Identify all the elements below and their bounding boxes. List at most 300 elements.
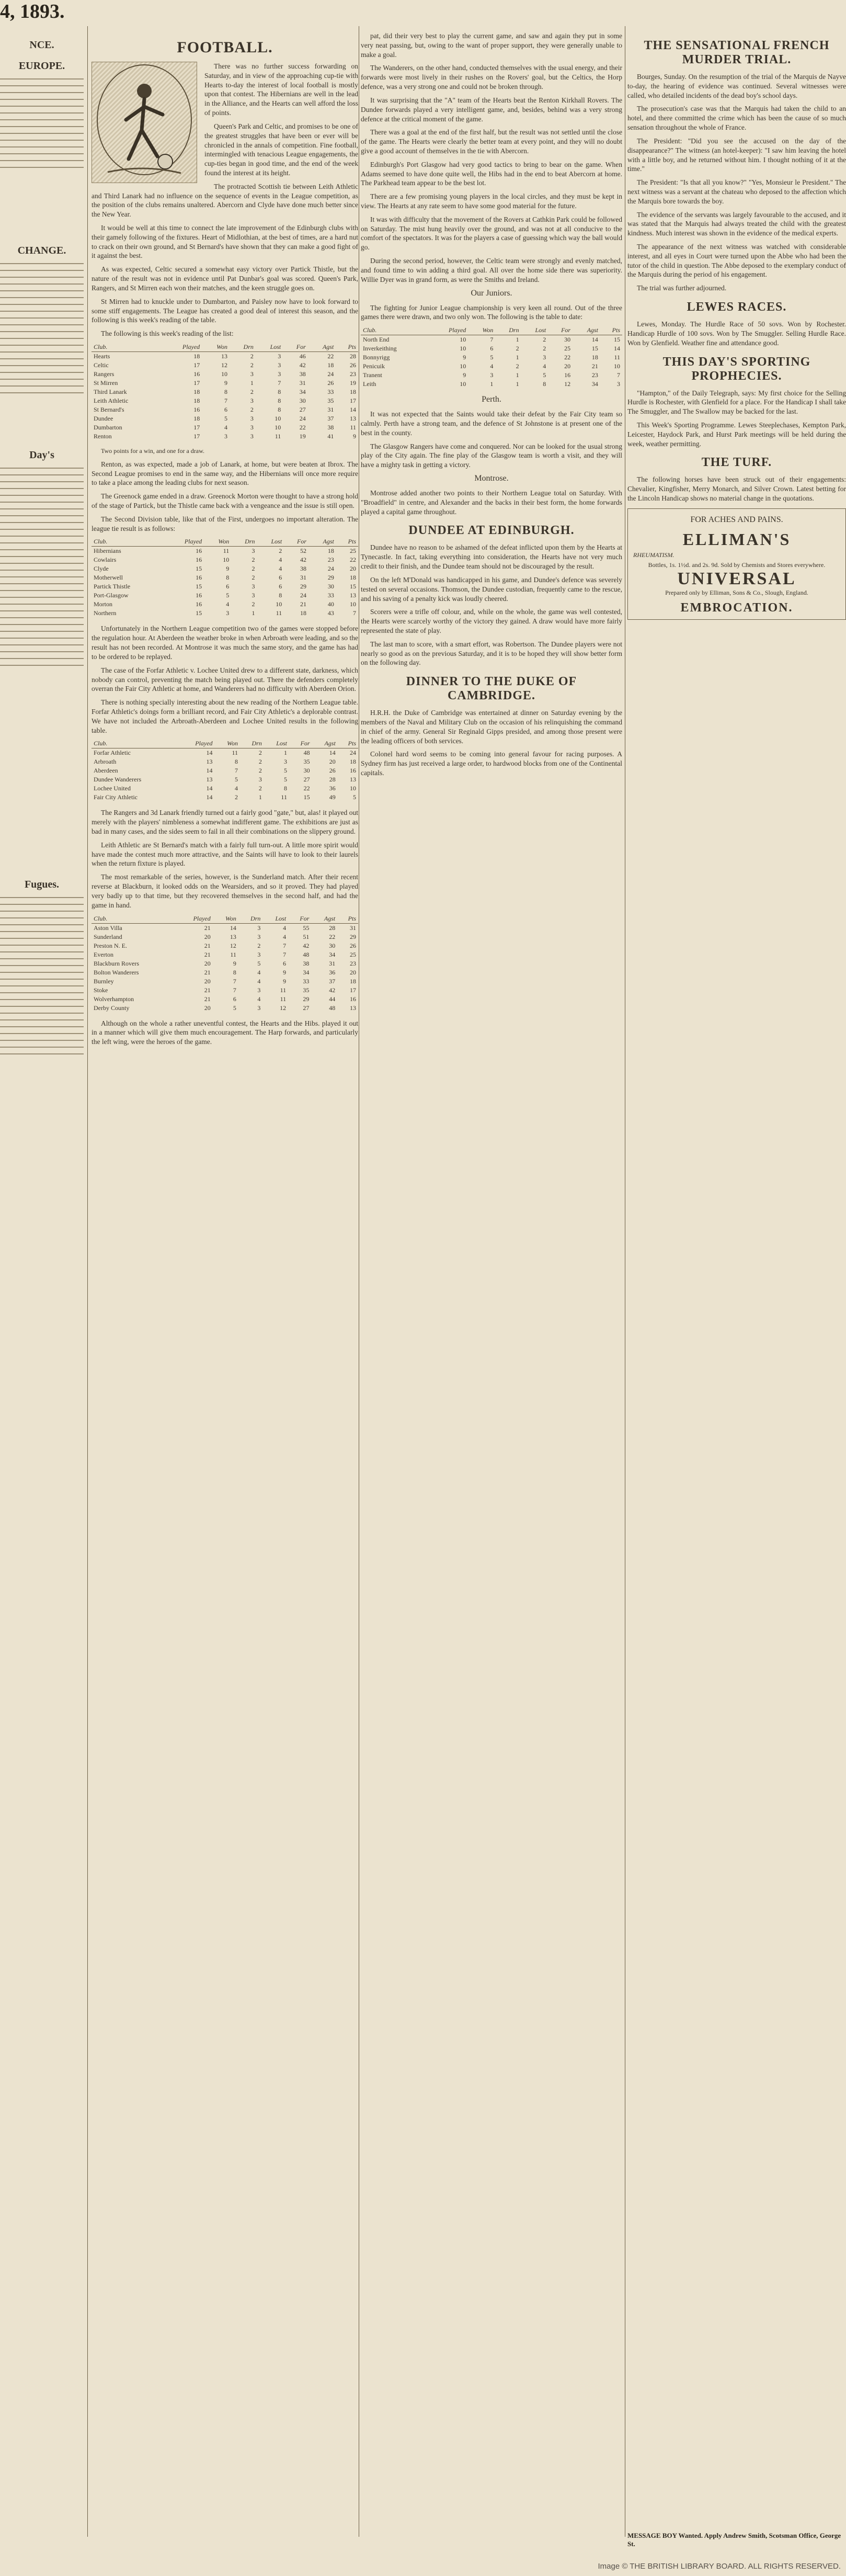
table-cell: 12 [280,1004,287,1012]
table-cell: 10 [276,600,282,608]
table-cell: 4 [283,924,287,932]
table-cell: 1 [490,380,494,388]
table-cell: 13 [206,758,213,766]
table-row [92,977,358,986]
table-cell: 49 [329,793,336,801]
table-cell: 18 [327,361,334,369]
football-paragraph: The protracted Scottish tie between Leith Athletic and Third Lanark had no influence on the sequence of events in the League competition, as the position of the clubs remains unaltered. Abercorn and Clyde have done much better since the New Year. [92,182,358,219]
table-cell: 6 [490,345,494,353]
table-cell: 16 [196,574,202,582]
table-row [92,793,358,802]
football-paragraph: Queen's Park and Celtic, and promises to be one of the greatest struggles that have been or ever will be chronicled in the annals of competition. Fine football, intermingled with tenacious League engagements, the cup-ties began in good time, and the end of the week found the interest at its height. [204,122,358,177]
table-cell: 8 [235,758,238,766]
table-cell: 21 [591,362,598,370]
table-cell: 31 [327,405,334,413]
table-cell: 18 [350,388,356,395]
table-cell: 20 [329,758,336,766]
football-paragraph: Although on the whole a rather uneventful contest, the Hearts and the Hibs. played it out in a manner which will give them much encouragement. The Harp forwards, and particularly the left wing, were the heroes of the game. [92,1019,358,1046]
table-cell: 7 [235,767,238,775]
league-table-first [92,343,358,441]
table-cell: 28 [329,924,336,932]
table-cell: 11 [232,749,238,757]
table-cell: 20 [204,1004,211,1012]
message-boy-notice: MESSAGE BOY Wanted. Apply Andrew Smith, Scotsman Office, George St. [627,2532,841,2548]
table-cell: 13 [350,1004,356,1012]
table-row [92,547,358,556]
table-cell: 8 [278,396,281,404]
turf-heading: THE TURF. [701,456,772,470]
murder-trial-heading: THE SENSATIONAL FRENCH MURDER TRIAL. [644,39,830,66]
table-header-cell: Played [163,343,202,352]
table-cell: Northern [94,609,117,617]
article-paragraph: On the left M'Donald was handicapped in his game, and Dundee's defence was severely tested on several occasions. Thomson, the Dundee custodian, frequently came to the rescue, and his saving of a penalty kick was loudly cheered. [361,575,622,603]
table-cell: 38 [299,370,306,378]
table-header-cell: For [548,326,573,335]
table-cell: 3 [543,354,546,361]
table-cell: 8 [226,574,230,582]
table-cell: 24 [327,565,334,573]
football-paragraph: Leith Athletic are St Bernard's match with a fairly full turn-out. A little more spirit would have made the contest much more attractive, and the Saints will have to look to their laurels when the return fixture is played. [92,841,358,868]
table-header-cell: Pts [336,537,358,547]
table-cell: 21 [204,950,211,958]
table-cell: 34 [299,388,306,395]
table-header-cell: Drn [230,343,256,352]
table-cell: 10 [460,362,466,370]
table-cell: 18 [327,547,334,555]
table-cell: 21 [204,924,211,932]
table-cell: Forfar Athletic [94,749,131,757]
table-cell: 7 [490,336,494,344]
table-cell: 9 [463,371,466,379]
table-cell: 25 [350,547,356,555]
table-header-cell: Lost [264,739,289,748]
table-cell: Dumbarton [94,423,122,431]
left-margin-column [0,31,84,2542]
table-header-cell: Drn [495,326,521,335]
masthead-date: 4, 1893. [0,1,65,22]
article-paragraph: Colonel hard word seems to be coming into general favour for racing purposes. A Sydney firm has just received a large order, to hardwood blocks from one of the Continental capitals. [361,750,622,777]
table-cell: 22 [303,785,310,792]
table-cell: 3 [257,950,261,958]
table-row [92,995,358,1004]
table-cell: 28 [329,776,336,784]
table-cell: 2 [235,793,238,801]
table-header-cell: Won [215,739,240,748]
table-cell: 20 [204,933,211,940]
table-cell: 19 [299,432,306,440]
table-cell: 2 [250,405,254,413]
table-cell: 31 [300,574,307,582]
table-cell: 2 [257,941,261,949]
football-paragraph: Unfortunately in the Northern League competition two of the games were stopped before the regulation hour. At Aberdeen the weather broke in when Arbroath were leading, and so the result has not been recorded. At Montrose it was much the same story, and the game has had to be ordered to be replayed. [92,625,358,661]
table-cell: Tranent [363,371,382,379]
table-cell: 1 [516,371,519,379]
table-cell: 10 [275,414,281,422]
table-cell: Fair City Athletic [94,793,138,801]
table-cell: 44 [329,995,336,1003]
table-cell: 8 [278,405,281,413]
league-table-english [92,914,358,1013]
table-cell: 24 [350,749,356,757]
table-cell: 11 [280,986,287,994]
table-cell: Partick Thistle [94,583,131,591]
table-cell: 15 [196,583,202,591]
table-cell: 48 [303,749,310,757]
table-header-cell: Club. [92,343,163,352]
ad-heading: FOR ACHES AND PAINS. [690,515,783,524]
table-cell: 18 [193,388,200,395]
table-cell: 10 [350,600,356,608]
elliman-advertisement [627,508,846,620]
table-cell: 29 [327,574,334,582]
table-cell: 1 [283,749,287,757]
table-cell: 2 [250,352,254,360]
table-cell: 3 [278,370,281,378]
table-cell: 10 [350,785,356,792]
table-cell: Burnley [94,977,114,985]
table-cell: 15 [196,609,202,617]
table-cell: Leith Athletic [94,396,129,404]
ad-embrocation: EMBROCATION. [680,600,793,615]
table-cell: 20 [564,362,571,370]
table-cell: Arbroath [94,758,117,766]
table-cell: 18 [193,396,200,404]
table-cell: Bonnyrigg [363,354,390,361]
table-cell: 52 [300,547,307,555]
table-cell: 3 [258,776,262,784]
table-cell: 8 [279,592,282,599]
table-header-cell: Won [202,343,230,352]
table-cell: 6 [233,995,236,1003]
table-cell: 6 [283,959,287,967]
table-cell: 48 [329,1004,336,1012]
table-cell: 3 [278,352,281,360]
table-cell: 23 [350,370,356,378]
article-paragraph: "Hampton," of the Daily Telegraph, says: My first choice for the Selling Hurdle is Rochester, with Glenfield for a place. For the Handicap I shall take The Smuggler, and The Swallow may be backed for the last. [627,389,846,416]
table-header-cell: Lost [521,326,548,335]
article-paragraph: Dundee have no reason to be ashamed of the defeat inflicted upon them by the Hearts at Tynecastle. In fact, taking everything into consideration, the Hearts have not very much credit to their finish, and the Dundee team should not be discouraged by the result. [361,543,622,571]
table-cell: 13 [230,933,236,940]
table-cell: 8 [543,380,546,388]
table-row [92,555,358,564]
section-subheading: Our Juniors. [471,288,512,298]
table-row [92,361,358,370]
table-cell: 3 [251,547,255,555]
table-cell: 14 [206,767,213,775]
football-column [92,31,358,2542]
table-cell: 15 [303,793,310,801]
table-cell: 10 [460,336,466,344]
table-cell: Motherwell [94,574,123,582]
table-cell: 3 [490,371,494,379]
table-row [92,351,358,361]
table-header-cell: Pts [337,914,358,924]
article-paragraph: During the second period, however, the Celtic team were strongly and evenly matched, and found time to win adding a third goal. All over the home side there was superiority. Willie Dyer was in grand form, as were the Smiths and Ireland. [361,257,622,283]
table-cell: 5 [353,793,356,801]
table-cell: 31 [350,924,356,932]
table-cell: 24 [300,592,307,599]
table-cell: 7 [278,379,281,387]
table-cell: 4 [543,362,546,370]
table-cell: 2 [251,574,255,582]
table-cell: 23 [350,959,356,967]
table-cell: 16 [196,556,202,564]
league-table-northern [92,739,358,802]
table-cell: 5 [235,776,238,784]
table-cell: 4 [283,933,287,940]
table-cell: 26 [329,767,336,775]
text-lines [0,261,84,395]
table-cell: 1 [251,609,255,617]
table-cell: 12 [230,941,236,949]
table-cell: 17 [193,432,200,440]
table-cell: 16 [196,592,202,599]
table-cell: 3 [251,592,255,599]
football-paragraph: Renton, as was expected, made a job of Lanark, at home, but were beaten at Ibrox. The Second League promises to end in the same way, and the Hibernians will once more require to take a place among the leading clubs for next season. [92,460,358,487]
table-cell: 21 [204,995,211,1003]
table-cell: 35 [303,986,310,994]
table-cell: 14 [591,336,598,344]
table-row [92,573,358,582]
table-header-cell: Won [468,326,495,335]
table-cell: 24 [299,414,306,422]
table-row [361,344,622,353]
table-cell: 2 [251,565,255,573]
table-cell: Preston N. E. [94,941,127,949]
table-header-cell: Lost [256,343,283,352]
table-cell: 23 [327,556,334,564]
table-cell: 18 [350,977,356,985]
table-cell: 17 [350,396,356,404]
table-cell: 3 [250,423,254,431]
heading-europe: EUROPE. [18,60,65,72]
table-row [92,986,358,995]
table-cell: 18 [300,609,307,617]
table-cell: 16 [350,995,356,1003]
table-header-cell: Club. [92,914,176,924]
table-row [361,371,622,380]
league-table-second [92,537,358,618]
table-header-cell: Agst [312,739,338,748]
ad-brand-universal: UNIVERSAL [677,569,796,588]
table-row [92,591,358,600]
article-paragraph: Montrose added another two points to their Northern League total on Saturday. With "Broadfield" in centre, and Alexander and the backs in their best form, the home forwards played a capital game throughout. [361,489,622,516]
table-header-cell: For [288,914,311,924]
table-cell: 18 [591,354,598,361]
table-row [92,414,358,423]
footballer-illustration-icon [92,62,197,183]
table-cell: 37 [329,977,336,985]
table-cell: 16 [193,370,200,378]
article-paragraph: pat, did their very best to play the current game, and saw and again they put in some very neat passing, but, owing to the want of proper support, they were generally unable to make a goal. [361,32,622,59]
table-intro: The following is this week's reading of the list: [101,330,234,338]
table-cell: Lochee United [94,785,131,792]
table-row [92,959,358,968]
table-cell: 22 [329,933,336,940]
table-cell: 23 [591,371,598,379]
table-cell: 2 [543,336,546,344]
article-paragraph: The trial was further adjourned. [637,284,727,292]
table-cell: 4 [257,977,261,985]
table-cell: Rangers [94,370,115,378]
table-cell: Dundee Wanderers [94,776,142,784]
table-row [92,941,358,950]
table-cell: 16 [193,405,200,413]
table-cell: 3 [250,370,254,378]
article-paragraph: The President: "Did you see the accused on the day of the disappearance?" The witness (an hotel-keeper): "I saw him leaving the hotel with a little boy, and he returned without him. I thought nothing of it at the time." [627,137,846,173]
table-cell: 30 [329,941,336,949]
table-cell: 4 [235,785,238,792]
table-header-cell: Played [178,739,214,748]
article-paragraph: The Wanderers, on the other hand, conducted themselves with the usual energy, and their forwards were most lively in their rushes on the Rovers' goal, but the Celtics, the Horp defence, was a very strong one and could not be broken through. [361,64,622,91]
table-row [92,784,358,793]
table-cell: Leith [363,380,376,388]
table-cell: 2 [516,362,519,370]
article-paragraph: Edinburgh's Port Glasgow had very good tactics to bring to bear on the game. When Adams seemed to have done quite well, the Hibs had in the end to beat Abercorn at home. The Parkhead team appear to be the best lot. [361,160,622,187]
table-cell: 5 [233,1004,236,1012]
dinner-heading: DINNER TO THE DUKE OF CAMBRIDGE. [406,675,577,703]
table-cell: 4 [257,968,261,976]
table-cell: 16 [196,600,202,608]
article-paragraph: Lewes, Monday. The Hurdle Race of 50 sovs. Won by Rochester. Handicap Hurdle of 100 sovs. Won by The Smuggler. Selling Hurdle Race. Won by Glenfield. Weather fine and attendance good. [627,320,846,347]
table-row [361,335,622,345]
table-row [92,933,358,941]
article-paragraph: This Week's Sporting Programme. Lewes Steeplechases, Kempton Park, Leicester, Haydock Park, and Hurst Park meetings will be held during the week, weather permitting. [627,421,846,448]
table-cell: 7 [617,371,620,379]
table-cell: 7 [353,609,356,617]
table-cell: 4 [490,362,494,370]
table-cell: 17 [193,379,200,387]
table-cell: 3 [250,432,254,440]
table-cell: 1 [250,379,254,387]
table-cell: 2 [258,749,262,757]
table-row [92,582,358,591]
table-cell: 13 [221,352,227,360]
football-paragraph: The Greenock game ended in a draw. Greenock Morton were thought to have a strong hold of the stage of Partick, but the Thistle came back with a vengeance and the issue is still open. [92,492,358,510]
table-cell: 8 [278,388,281,395]
table-row [92,775,358,784]
table-cell: 3 [257,933,261,940]
table-cell: 11 [281,793,287,801]
article-paragraph: H.R.H. the Duke of Cambridge was entertained at dinner on Saturday evening by the members of the Naval and Military Club on the occasion of his relinquishing the command in chief of the army. General Sir Reginald Gipps presided, and among those present were the leading officers of both services. [361,709,622,745]
table-cell: Stoke [94,986,108,994]
table-cell: 46 [299,352,306,360]
table-header-cell: Agst [308,343,336,352]
table-cell: 2 [250,361,254,369]
table-cell: 11 [614,354,620,361]
table-cell: 40 [327,600,334,608]
table-cell: 6 [279,583,282,591]
table-cell: 1 [516,354,519,361]
table-cell: 42 [303,941,310,949]
table-cell: 8 [233,968,236,976]
table-cell: 13 [350,776,356,784]
table-cell: 42 [299,361,306,369]
table-cell: 26 [350,941,356,949]
right-column [627,31,846,2526]
football-paragraph: St Mirren had to knuckle under to Dumbarton, and Paisley now have to look forward to some stiff engagements. The League has created a good deal of interest this season, and the following is this week's reading of the table. [92,297,358,324]
table-cell: 22 [564,354,571,361]
text-lines [0,895,84,1057]
table-cell: 17 [193,361,200,369]
football-paragraph: The Second Division table, like that of the First, undergoes no important alteration. The league tie result is as follows: [92,515,358,532]
ad-rheumatism: RHEUMATISM. [633,551,674,559]
article-paragraph: It was surprising that the "A" team of the Hearts beat the Renton Kirkhall Rovers. The Dundee forwards played a very intelligent game, and, besides, behind was a very strong defence at the critical moment of the game. [361,96,622,123]
table-cell: 18 [350,574,356,582]
article-paragraph: The appearance of the next witness was watched with considerable interest, and all eyes in Court were turned upon the Abbe who had been the tutor of the child in question. The Abbe deposed to the exemplary conduct of the Marquis during the period of his engagement. [627,243,846,279]
table-cell: 5 [226,592,230,599]
prophecies-heading: THIS DAY'S SPORTING PROPHECIES. [662,355,811,383]
table-cell: 41 [327,432,334,440]
table-cell: 26 [327,379,334,387]
table-cell: 4 [226,600,230,608]
article-paragraph: There are a few promising young players in the local circles, and they must be kept in view. The Hearts at any rate seem to have some good material for the future. [361,192,622,210]
table-row [92,950,358,959]
middle-column [361,31,622,2542]
table-cell: 10 [460,380,466,388]
table-header-cell: Won [213,914,238,924]
table-cell: 34 [591,380,598,388]
table-cell: Hearts [94,352,110,360]
table-cell: 4 [279,556,282,564]
table-row [361,353,622,362]
table-cell: 13 [350,592,356,599]
table-row [92,923,358,933]
table-cell: 12 [221,361,227,369]
table-row [92,423,358,432]
table-header-cell: Drn [238,914,262,924]
table-cell: 26 [350,361,356,369]
table-cell: 35 [327,396,334,404]
table-cell: 29 [303,995,310,1003]
table-cell: 24 [327,370,334,378]
table-cell: 3 [224,432,227,440]
table-header-cell: Pts [336,343,358,352]
table-cell: 4 [279,565,282,573]
table-cell: 15 [350,583,356,591]
table-cell: Dundee [94,414,113,422]
table-row [92,396,358,405]
table-cell: 14 [329,749,336,757]
football-paragraph: It would be well at this time to connect the late improvement of the Edinburgh clubs with their gamely following of the fixtures. Heart of Midlothian, at the best of times, are a hard nut to crack on their own ground, and St Bernard's have shown that they can make a good fight of it against the best. [92,224,358,260]
football-intro: There was no further success forwarding on Saturday, and in view of the approaching cup-tie with Hearts to-day the interest of local football is mostly upon that contest. The Hibernians are well in the lead in the Alliance, and the Hearts can well afford the loss of points. [204,62,358,117]
football-heading: FOOTBALL. [177,39,273,56]
table-header-cell: Won [204,537,231,547]
table-cell: 22 [299,423,306,431]
table-row [361,380,622,389]
ad-text: Bottles, 1s. 1½d. and 2s. 9d. Sold by Chemists and Stores everywhere. [648,561,826,569]
table-cell: Celtic [94,361,109,369]
football-engraving [92,62,197,183]
table-cell: Morton [94,600,112,608]
table-cell: 27 [299,405,306,413]
table-cell: 3 [257,1004,261,1012]
table-row [361,362,622,371]
table-cell: 2 [250,388,254,395]
table-header-cell: Lost [257,537,284,547]
column-rule [87,26,88,2537]
table-cell: North End [363,336,390,344]
table-cell: 15 [196,565,202,573]
table-cell: 14 [350,405,356,413]
table-cell: 30 [564,336,571,344]
table-cell: 4 [224,423,227,431]
table-cell: Aberdeen [94,767,118,775]
article-paragraph: The Glasgow Rangers have come and conquered. Nor can be looked for the usual strong play of the City again. The fine play of the Glasgow team is worth a visit, and they will have a mighty task in getting a victory. [361,442,622,469]
table-cell: 7 [283,950,287,958]
table-cell: 11 [350,423,356,431]
table-cell: Sunderland [94,933,122,940]
